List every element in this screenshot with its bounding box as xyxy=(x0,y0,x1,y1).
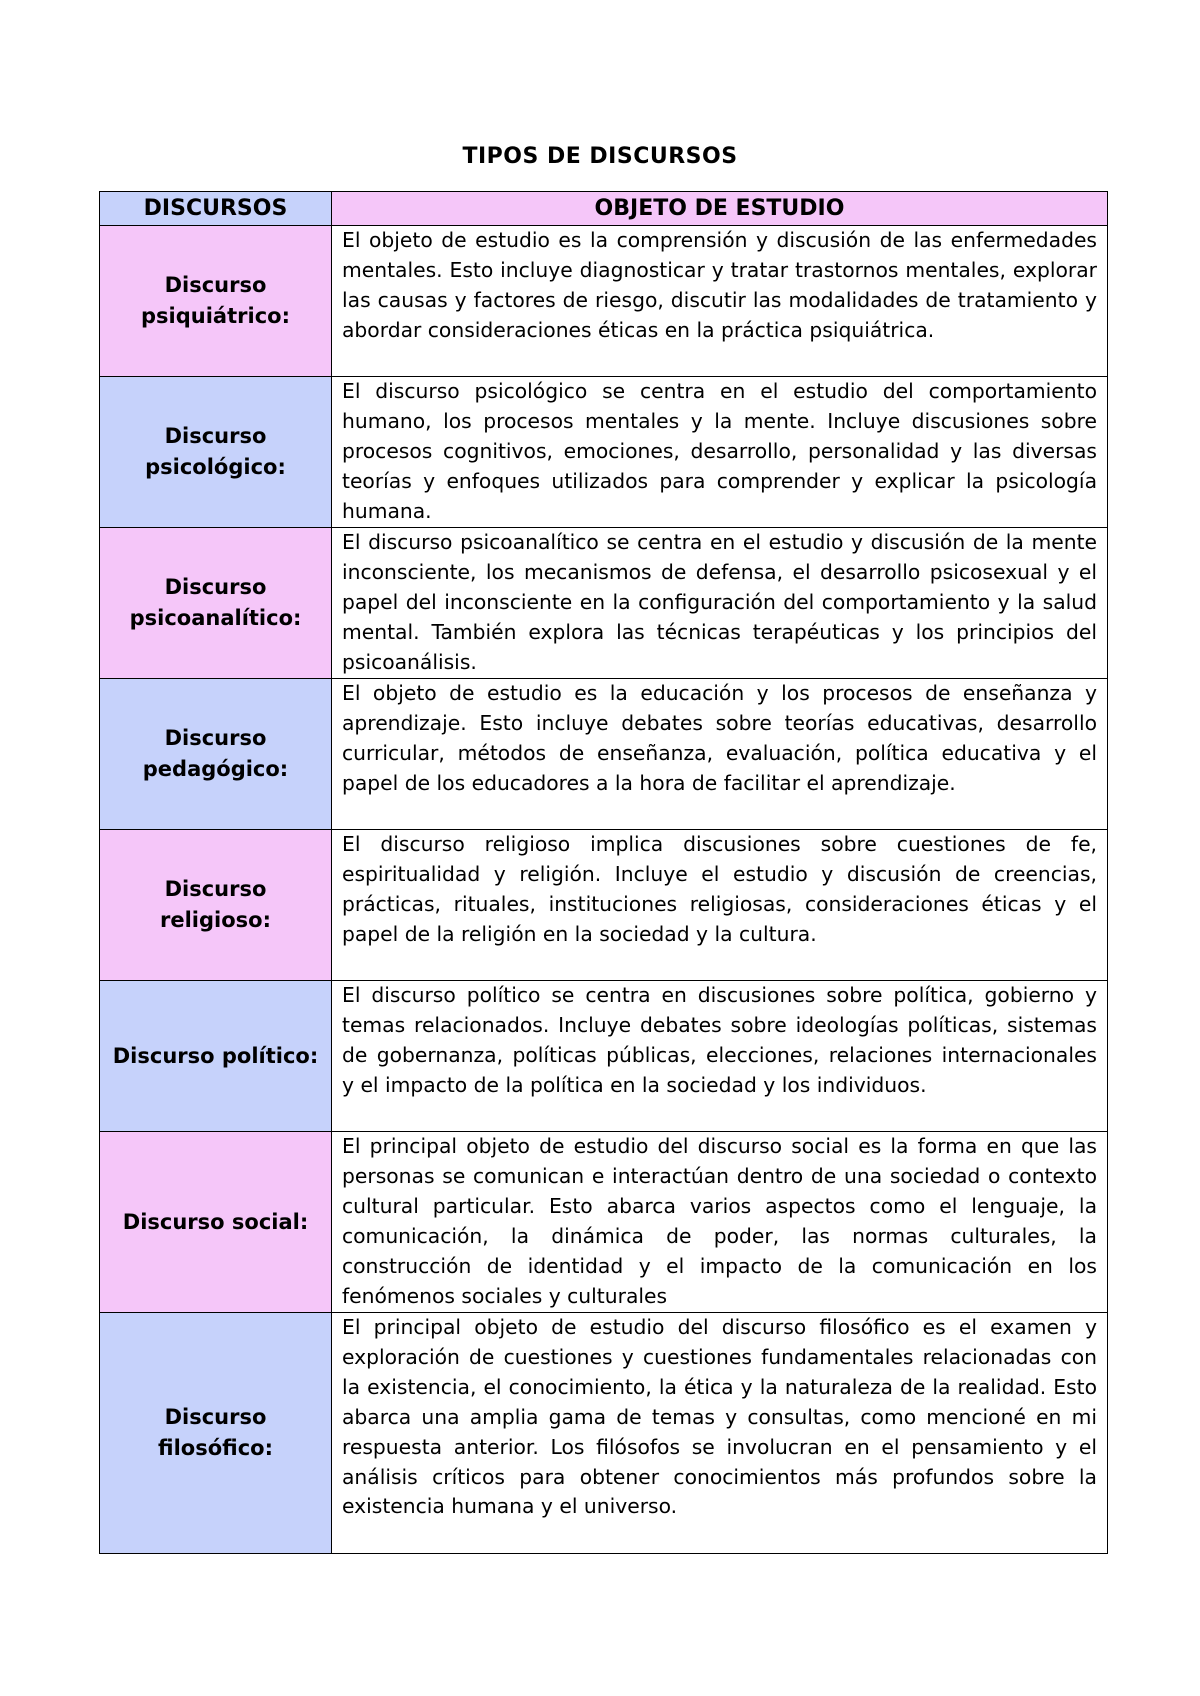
discourse-name: Discurso filosófico: xyxy=(100,1313,332,1554)
discourse-description: El discurso religioso implica discusiones sobre cuestiones de fe, espiritualidad y religión. Incluye el estudio y discusión de creencias, prácticas, rituales, instituciones religiosas, consideraciones éticas y el papel de la religión en la sociedad y la cultura. xyxy=(332,830,1108,981)
table-row xyxy=(100,1313,1108,1554)
discourse-description: El discurso psicoanalítico se centra en el estudio y discusión de la mente inconsciente, los mecanismos de defensa, el desarrollo psicosexual y el papel del inconsciente en la configuración del comportamiento y la salud mental. También explora las técnicas terapéuticas y los principios del psicoanálisis. xyxy=(332,528,1108,679)
header-objeto-de-estudio: OBJETO DE ESTUDIO xyxy=(332,192,1108,226)
table-row xyxy=(100,830,1108,981)
table-header-row xyxy=(100,192,1108,226)
header-discursos: DISCURSOS xyxy=(100,192,332,226)
table-row xyxy=(100,1132,1108,1313)
discourse-name: Discurso psiquiátrico: xyxy=(100,226,332,377)
discourse-description: El principal objeto de estudio del discurso social es la forma en que las personas se comunican e interactúan dentro de una sociedad o contexto cultural particular. Esto abarca varios aspectos como el lenguaje, la comunicación, la dinámica de poder, las normas culturales, la construcción de identidad y el impacto de la comunicación en los fenómenos sociales y culturales xyxy=(332,1132,1108,1313)
discourse-name: Discurso pedagógico: xyxy=(100,679,332,830)
discourse-name: Discurso social: xyxy=(100,1132,332,1313)
table-row xyxy=(100,528,1108,679)
discourse-description: El principal objeto de estudio del discurso filosófico es el examen y exploración de cuestiones y cuestiones fundamentales relacionadas con la existencia, el conocimiento, la ética y la naturaleza de la realidad. Esto abarca una amplia gama de temas y consultas, como mencioné en mi respuesta anterior. Los filósofos se involucran en el pensamiento y el análisis críticos para obtener conocimientos más profundos sobre la existencia humana y el universo. xyxy=(332,1313,1108,1554)
discourse-description: El discurso político se centra en discusiones sobre política, gobierno y temas relacionados. Incluye debates sobre ideologías políticas, sistemas de gobernanza, políticas públicas, elecciones, relaciones internacionales y el impacto de la política en la sociedad y los individuos. xyxy=(332,981,1108,1132)
page-title: TIPOS DE DISCURSOS xyxy=(462,144,738,169)
discourse-name: Discurso religioso: xyxy=(100,830,332,981)
table-row xyxy=(100,377,1108,528)
table-row xyxy=(100,226,1108,377)
table-row xyxy=(100,981,1108,1132)
discourse-table xyxy=(99,191,1108,1554)
discourse-description: El discurso psicológico se centra en el estudio del comportamiento humano, los procesos mentales y la mente. Incluye discusiones sobre procesos cognitivos, emociones, desarrollo, personalidad y las diversas teorías y enfoques utilizados para comprender y explicar la psicología humana. xyxy=(332,377,1108,528)
discourse-description: El objeto de estudio es la comprensión y discusión de las enfermedades mentales. Esto incluye diagnosticar y tratar trastornos mentales, explorar las causas y factores de riesgo, discutir las modalidades de tratamiento y abordar consideraciones éticas en la práctica psiquiátrica. xyxy=(332,226,1108,377)
discourse-description: El objeto de estudio es la educación y los procesos de enseñanza y aprendizaje. Esto incluye debates sobre teorías educativas, desarrollo curricular, métodos de enseñanza, evaluación, política educativa y el papel de los educadores a la hora de facilitar el aprendizaje. xyxy=(332,679,1108,830)
table-row xyxy=(100,679,1108,830)
discourse-name: Discurso político: xyxy=(100,981,332,1132)
discourse-name: Discurso psicológico: xyxy=(100,377,332,528)
discourse-name: Discurso psicoanalítico: xyxy=(100,528,332,679)
